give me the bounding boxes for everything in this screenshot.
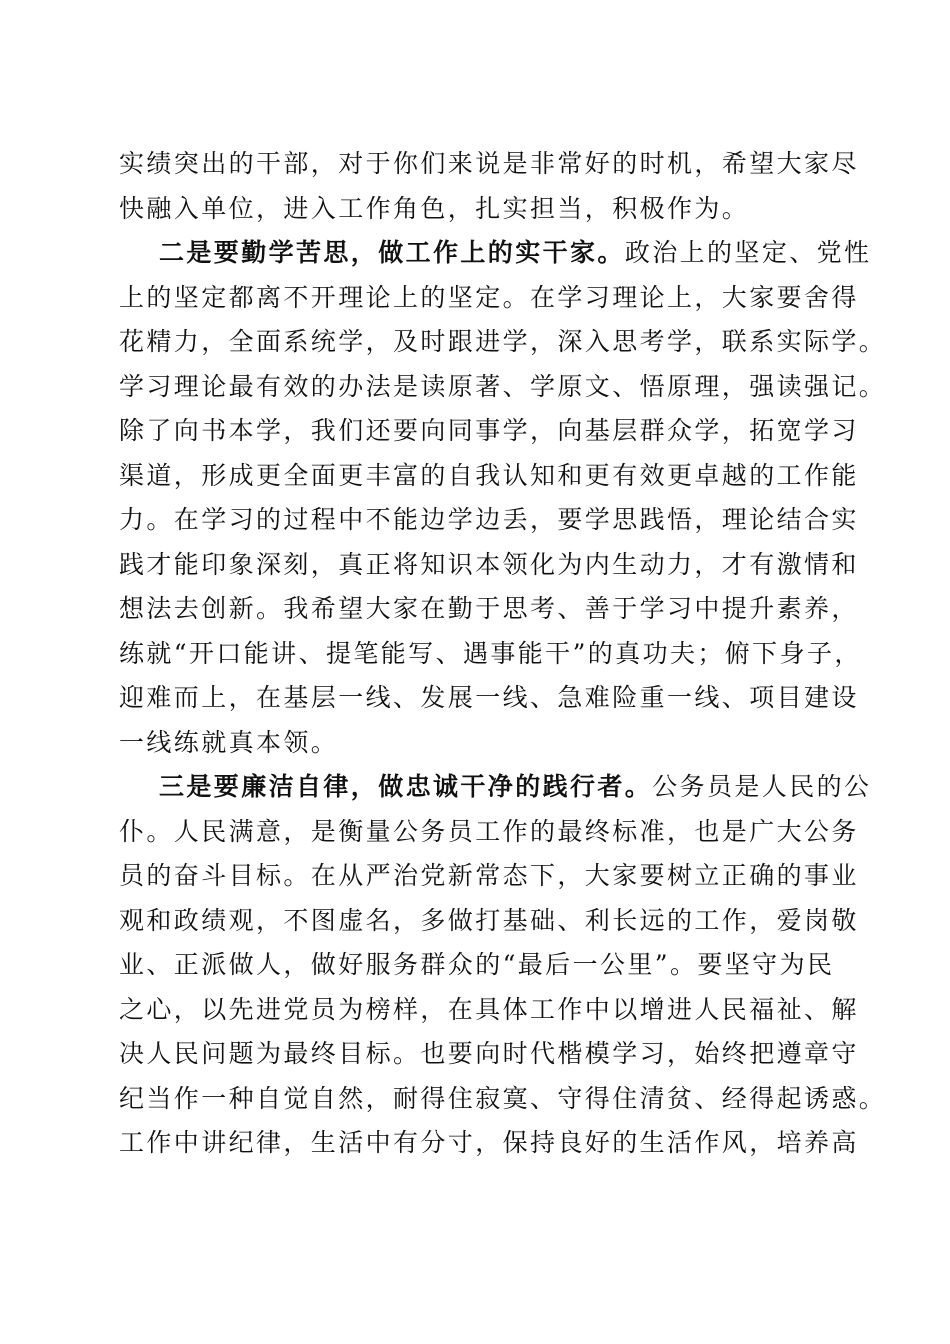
paragraph-2-lead: 二是要勤学苦思，做工作上的实干家。 (159, 238, 625, 267)
paragraph-2-line-11: 迎难而上，在基层一线、发展一线、急难险重一线、项目建设 (119, 683, 859, 712)
paragraph-2-line-3: 花精力，全面系统学，及时跟进学，深入思考学，联系实际学。 (119, 327, 887, 356)
paragraph-3-first-line-rest: 公务员是人民的公 (652, 772, 872, 801)
paragraph-2-line-9: 想法去创新。我希望大家在勤于思考、善于学习中提升素养， (119, 594, 859, 623)
paragraph-3-line-9: 工作中讲纪律，生活中有分寸，保持良好的生活作风，培养高 (119, 1128, 859, 1157)
paragraph-3-line-2: 仆。人民满意，是衡量公务员工作的最终标准，也是广大公务 (119, 816, 859, 846)
paragraph-3-line-3: 员的奋斗目标。在从严治党新常态下，大家要树立正确的事业 (119, 861, 859, 890)
paragraph-3-line-6: 之心，以先进党员为榜样，在具体工作中以增进人民福祉、解 (119, 994, 859, 1024)
paragraph-1-line-2: 快融入单位，进入工作角色，扎实担当，积极作为。 (119, 193, 750, 223)
paragraph-3-line-1 (119, 765, 872, 810)
paragraph-3-lead: 三是要廉洁自律，做忠诚干净的践行者。 (159, 772, 653, 801)
paragraph-2-first-line-rest: 政治上的坚定、党性 (624, 238, 872, 267)
paragraph-2-line-7: 力。在学习的过程中不能边学边丢，要学思践悟，理论结合实 (119, 505, 859, 534)
paragraph-2 (119, 231, 887, 765)
paragraph-2-line-8: 践才能印象深刻，真正将知识本领化为内生动力，才有激情和 (119, 549, 859, 579)
paragraph-2-line-2: 上的坚定都离不开理论上的坚定。在学习理论上，大家要舍得 (119, 282, 859, 312)
paragraph-2-line-10: 练就“开口能讲、提笔能写、遇事能干”的真功夫；俯下身子， (119, 638, 862, 668)
paragraph-3 (119, 765, 887, 1166)
paragraph-1 (119, 142, 859, 231)
paragraph-1-line-1: 实绩突出的干部，对于你们来说是非常好的时机，希望大家尽 (119, 149, 859, 178)
body-text (119, 142, 887, 1166)
paragraph-2-line-5: 除了向书本学，我们还要向同事学，向基层群众学，拓宽学习 (119, 416, 859, 445)
paragraph-2-line-4: 学习理论最有效的办法是读原著、学原文、悟原理，强读强记。 (119, 371, 887, 401)
paragraph-3-line-7: 决人民问题为最终目标。也要向时代楷模学习，始终把遵章守 (119, 1039, 859, 1068)
paragraph-2-line-6: 渠道，形成更全面更丰富的自我认知和更有效更卓越的工作能 (119, 460, 859, 490)
paragraph-2-line-12: 一线练就真本领。 (119, 727, 339, 757)
paragraph-3-line-8: 纪当作一种自觉自然，耐得住寂寞、守得住清贫、经得起诱惑。 (119, 1083, 887, 1113)
paragraph-3-line-4: 观和政绩观，不图虚名，多做打基础、利长远的工作，爱岗敬 (119, 905, 859, 935)
paragraph-3-line-5: 业、正派做人，做好服务群众的“最后一公里”。要坚守为民 (119, 950, 835, 979)
paragraph-2-line-1 (119, 231, 872, 276)
